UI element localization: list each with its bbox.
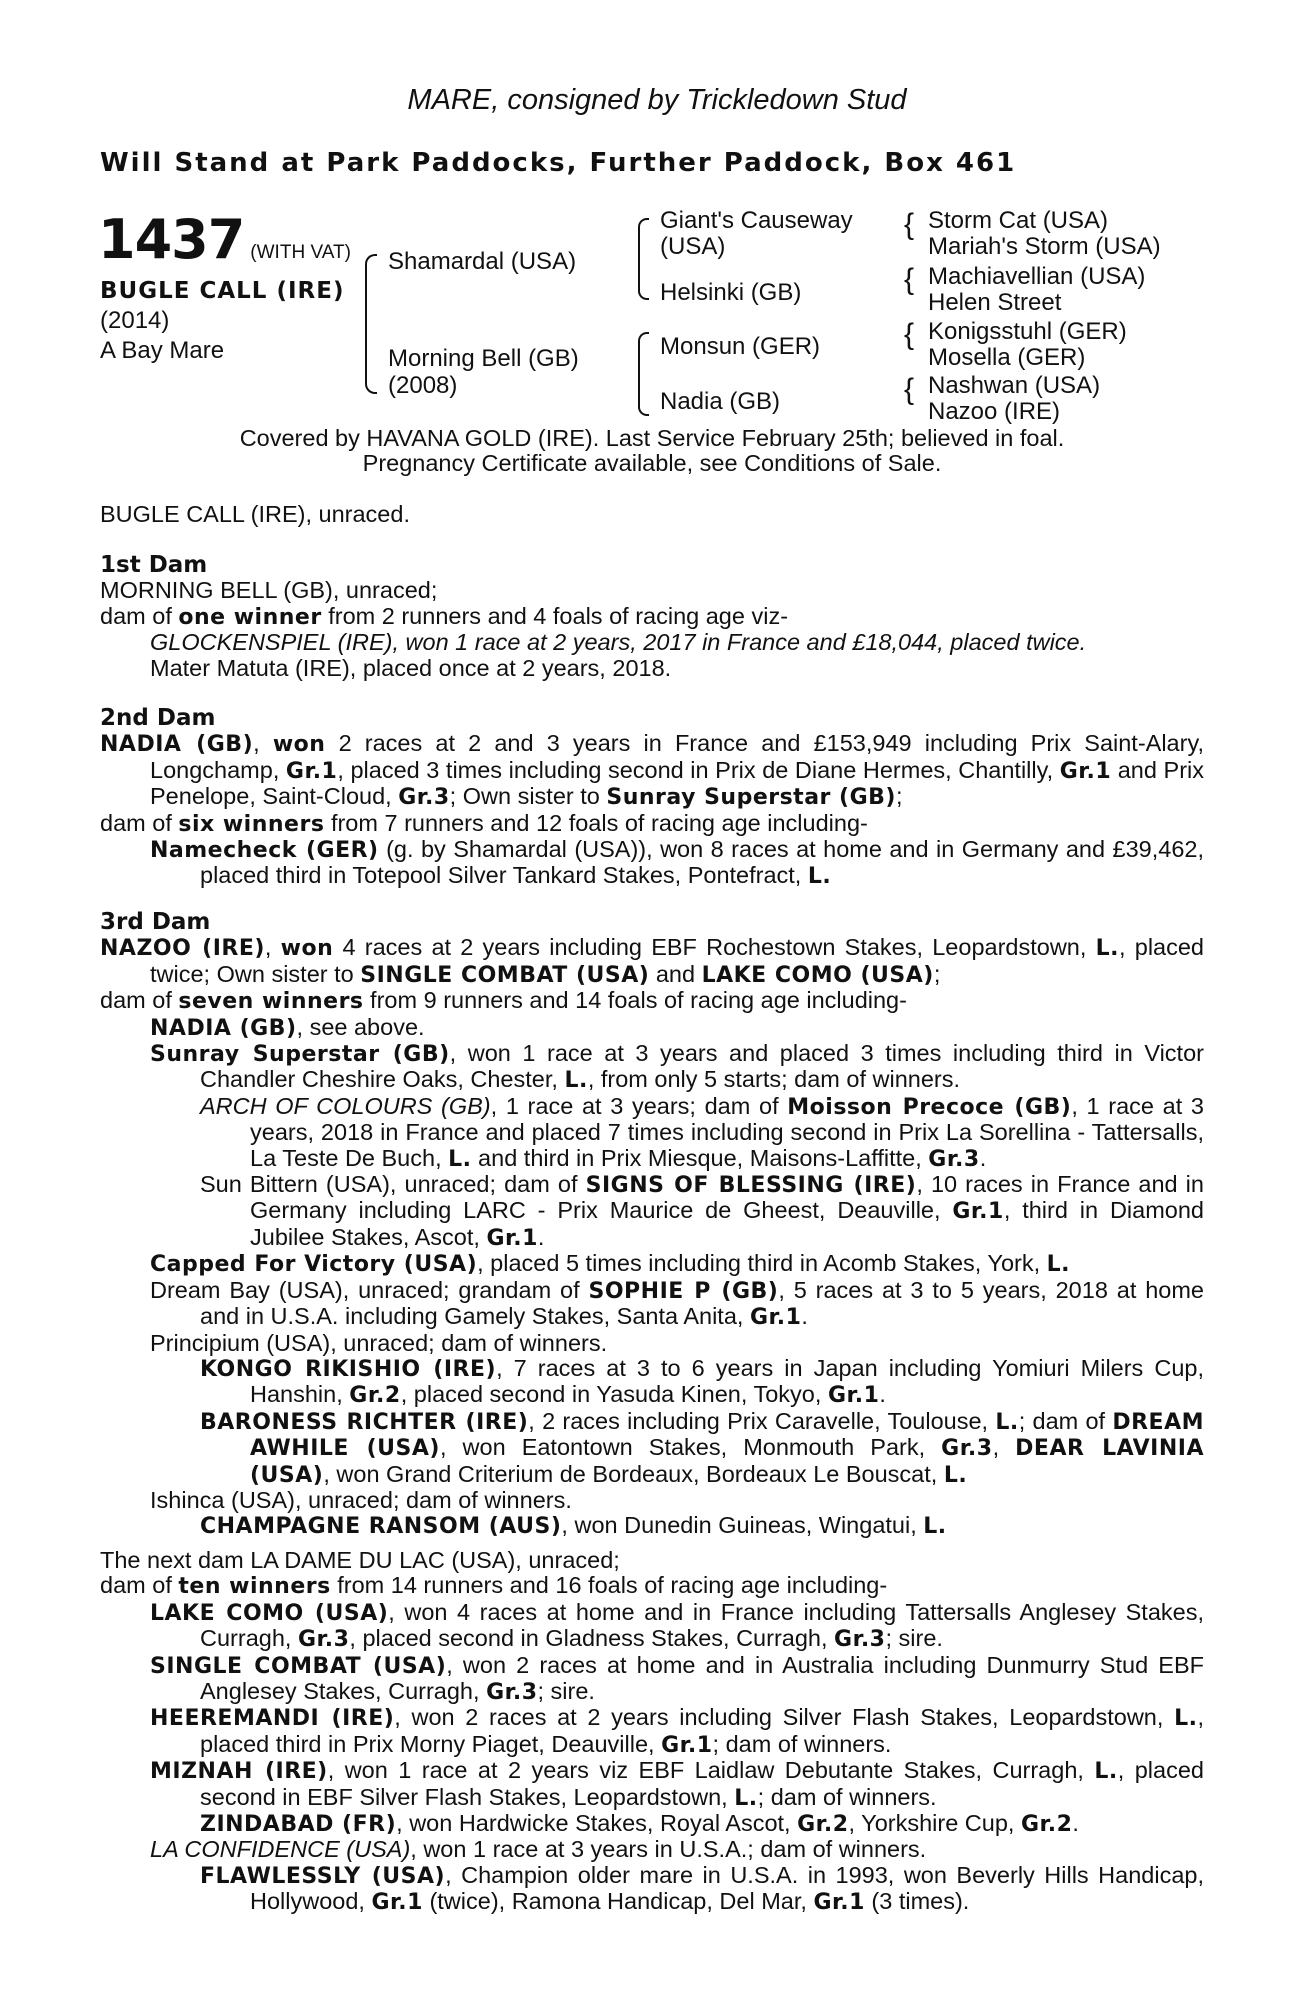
pedigree-gg-8: Nazoo (IRE) xyxy=(928,398,1061,425)
third-dam-dream-bay: Dream Bay (USA), unraced; grandam of SOPHIE P (GB), 5 races at 3 to 5 years, 2018 at home and in U.S.A. including Gamely Stakes, Santa Anita, Gr.1. xyxy=(150,1276,1204,1331)
third-dam-produce: dam of seven winners from 9 runners and 14 foals of racing age including- xyxy=(100,987,907,1015)
intro-text: BUGLE CALL (IRE), unraced. xyxy=(100,501,410,527)
pedigree-brace-dam xyxy=(638,332,649,416)
pedigree-sire-sire: Giant's Causeway xyxy=(660,207,853,234)
intro-line xyxy=(100,502,1204,527)
pedigree-sire: Shamardal (USA) xyxy=(388,248,577,275)
second-dam-foal: Namecheck (GER) (g. by Shamardal (USA)), won 8 races at home and in Germany and £39,462, placed third in Totepool Silver Tankard Stakes, Pontefract, L. xyxy=(150,836,1204,890)
third-dam-foal-sunray: Sunray Superstar (GB), won 1 race at 3 years and placed 3 times including third in Victor Chandler Cheshire Oaks, Chester, L., from only 5 starts; dam of winners. xyxy=(150,1040,1204,1094)
horse-info xyxy=(100,276,344,366)
pedigree-gg-3: Machiavellian (USA) xyxy=(928,263,1146,290)
horse-name: BUGLE CALL (IRE) xyxy=(100,278,345,304)
pedigree-brace-g3: { xyxy=(904,318,915,351)
third-dam-section xyxy=(100,910,1204,1540)
covered-note xyxy=(100,426,1204,477)
pedigree-brace-g2: { xyxy=(904,263,915,296)
pedigree-dam-dam: Nadia (GB) xyxy=(660,388,781,415)
next-dam-heeremandi: HEEREMANDI (IRE), won 2 races at 2 years including Silver Flash Stakes, Leopardstown, L., placed third in Prix Morny Piaget, Deauville, Gr.1; dam of winners. xyxy=(150,1704,1204,1758)
first-dam-line: MORNING BELL (GB), unraced; xyxy=(100,577,438,604)
next-dam-la-confidence: LA CONFIDENCE (USA), won 1 race at 3 years in U.S.A.; dam of winners. xyxy=(150,1836,927,1863)
third-dam-sun-bittern: Sun Bittern (USA), unraced; dam of SIGNS OF BLESSING (IRE), 10 races in France and in Germany including LARC - Prix Maurice de Gheest, Deauville, Gr.1, third in Diamond Jubilee Stakes, Ascot, Gr.1. xyxy=(200,1171,1204,1251)
next-dam-section xyxy=(100,1548,1204,1916)
pedigree-gg-2: Mariah's Storm (USA) xyxy=(928,233,1161,260)
third-dam-capped-for-victory: Capped For Victory (USA), placed 5 times including third in Acomb Stakes, York, L. xyxy=(150,1250,1071,1278)
lot-number: 1437 xyxy=(98,208,245,271)
next-dam-single-combat: SINGLE COMBAT (USA), won 2 races at home and in Australia including Dunmurry Stud EBF Anglesey Stakes, Curragh, Gr.3; sire. xyxy=(150,1651,1204,1706)
pedigree-brace-g1: { xyxy=(904,208,915,241)
covered-line-1: Covered by HAVANA GOLD (IRE). Last Service February 25th; believed in foal. xyxy=(239,425,1065,451)
next-dam-lake-como: LAKE COMO (USA), won 4 races at home and in France including Tattersalls Anglesey Stakes, Curragh, Gr.3, placed second in Gladness Stakes, Curragh, Gr.3; sire. xyxy=(150,1598,1204,1653)
first-dam-section xyxy=(100,553,1204,681)
pedigree-dam-sire: Monsun (GER) xyxy=(660,333,821,360)
lot-number-block xyxy=(98,208,351,271)
pedigree-gg-1: Storm Cat (USA) xyxy=(928,207,1109,234)
next-dam-zindabad: ZINDABAD (FR), won Hardwicke Stakes, Royal Ascot, Gr.2, Yorkshire Cup, Gr.2. xyxy=(200,1810,1079,1838)
pedigree-brace-main xyxy=(365,254,377,394)
next-dam-miznah: MIZNAH (IRE), won 1 race at 2 years viz EBF Laidlaw Debutante Stakes, Curragh, L., placed second in EBF Silver Flash Stakes, Leopardstown, L.; dam of winners. xyxy=(150,1757,1204,1811)
third-dam-heading: 3rd Dam xyxy=(100,909,211,935)
first-dam-foal-2: Mater Matuta (IRE), placed once at 2 years, 2018. xyxy=(150,654,672,681)
pedigree-gg-7: Nashwan (USA) xyxy=(928,372,1101,399)
third-dam-foal-nadia: NADIA (GB), see above. xyxy=(150,1013,425,1041)
third-dam-arch-of-colours: ARCH OF COLOURS (GB), 1 race at 3 years; dam of Moisson Precoce (GB), 1 race at 3 years, 2018 in France and placed 7 times including second in Prix La Sorellina - Tattersalls, La Teste De Buch, L. and third in Prix Miesque, Maisons-Laffitte, Gr.3. xyxy=(200,1092,1204,1172)
third-dam-ishinca: Ishinca (USA), unraced; dam of winners. xyxy=(150,1486,572,1513)
next-dam-produce: dam of ten winners from 14 runners and 16 foals of racing age including- xyxy=(100,1572,888,1600)
third-dam-principium: Principium (USA), unraced; dam of winners. xyxy=(150,1329,608,1356)
pedigree-brace-g4: { xyxy=(904,373,915,406)
third-dam-kongo-rikishio: KONGO RIKISHIO (IRE), 7 races at 3 to 6 years in Japan including Yomiuri Milers Cup, Hanshin, Gr.2, placed second in Yasuda Kinen, Tokyo, Gr.1. xyxy=(200,1354,1204,1409)
first-dam-heading: 1st Dam xyxy=(100,552,208,578)
stand-location: Will Stand at Park Paddocks, Further Paddock, Box 461 xyxy=(100,148,1017,178)
horse-description: A Bay Mare xyxy=(100,337,225,364)
covered-line-2: Pregnancy Certificate available, see Conditions of Sale. xyxy=(362,450,942,477)
pedigree-dam-year: (2008) xyxy=(388,372,458,399)
second-dam-produce: dam of six winners from 7 runners and 12 foals of racing age including- xyxy=(100,809,868,837)
pedigree-brace-sire xyxy=(638,218,649,300)
next-dam-flawlessly: FLAWLESSLY (USA), Champion older mare in U.S.A. in 1993, won Beverly Hills Handicap, Hollywood, Gr.1 (twice), Ramona Handicap, Del Mar, Gr.1 (3 times). xyxy=(200,1861,1204,1916)
pedigree-dam: Morning Bell (GB) xyxy=(388,345,579,372)
pedigree-gg-6: Mosella (GER) xyxy=(928,344,1086,371)
pedigree-sire-dam: Helsinki (GB) xyxy=(660,279,802,306)
next-dam-line: The next dam LA DAME DU LAC (USA), unraced; xyxy=(100,1547,620,1573)
third-dam-champagne-ransom: CHAMPAGNE RANSOM (AUS), won Dunedin Guineas, Wingatui, L. xyxy=(200,1512,947,1540)
third-dam-record: NAZOO (IRE), won 4 races at 2 years including EBF Rochestown Stakes, Leopardstown, L., placed twice; Own sister to SINGLE COMBAT (USA) and LAKE COMO (USA); xyxy=(100,934,1204,988)
second-dam-heading: 2nd Dam xyxy=(100,705,216,731)
pedigree-gg-5: Konigsstuhl (GER) xyxy=(928,318,1127,345)
horse-year: (2014) xyxy=(100,307,170,334)
second-dam-record: NADIA (GB), won 2 races at 2 and 3 years in France and £153,949 including Prix Saint-Alary, Longchamp, Gr.1, placed 3 times including second in Prix de Diane Hermes, Chantilly, Gr.1 and Prix Penelope, Saint-Cloud, Gr.3; Own sister to Sunray Superstar (GB); xyxy=(100,730,1204,811)
first-dam-foal-1: GLOCKENSPIEL (IRE), won 1 race at 2 years, 2017 in France and £18,044, placed twice. xyxy=(150,629,1087,656)
consignment-title: MARE, consigned by Trickledown Stud xyxy=(407,84,907,116)
vat-note: (WITH VAT) xyxy=(250,242,351,263)
third-dam-baroness-richter: BARONESS RICHTER (IRE), 2 races including Prix Caravelle, Toulouse, L.; dam of DREAM AWHILE (USA), won Eatontown Stakes, Monmouth Park, Gr.3, DEAR LAVINIA (USA), won Grand Criterium de Bordeaux, Bordeaux Le Bouscat, L. xyxy=(200,1407,1204,1488)
pedigree-sire-sire-country: (USA) xyxy=(660,233,726,260)
pedigree-gg-4: Helen Street xyxy=(928,289,1062,316)
first-dam-produce: dam of one winner from 2 runners and 4 foals of racing age viz- xyxy=(100,602,789,630)
second-dam-section xyxy=(100,706,1204,890)
